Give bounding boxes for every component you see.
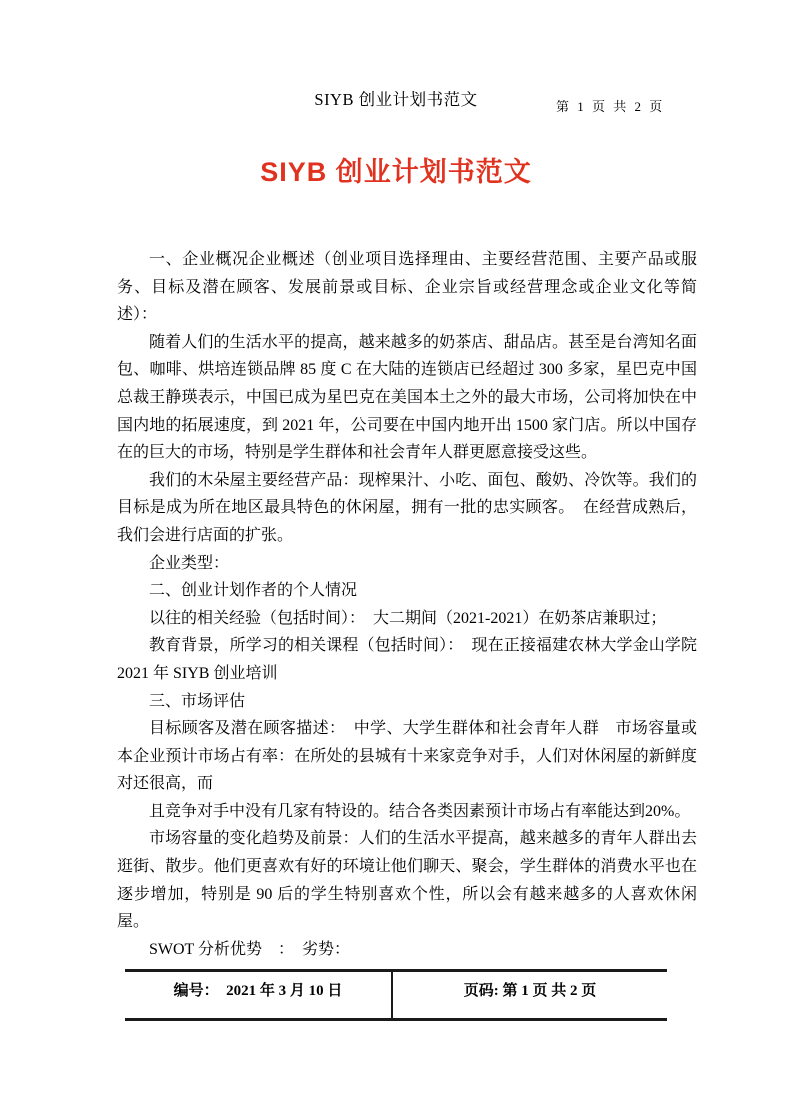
footer-table xyxy=(125,969,667,1021)
document-title: SIYB 创业计划书范文 xyxy=(260,157,532,187)
paragraph: 以往的相关经验（包括时间）： 大二期间（2021-2021）在奶茶店兼职过； xyxy=(149,609,667,627)
paragraph: 我们的木朵屋主要经营产品：现榨果汁、小吃、面包、酸奶、冷饮等。我们的目标是成为所在地区最具特色的休闲屋，拥有一批的忠实顾客。 在经营成熟后，我们会进行店面的扩张。 xyxy=(117,471,697,544)
paragraph: SWOT 分析优势 ： 劣势： xyxy=(149,940,351,958)
footer-page-cell: 页码: 第 1 页 共 2 页 xyxy=(463,983,597,999)
paragraph: 一、企业概况企业概述（创业项目选择理由、主要经营范围、主要产品或服务、目标及潜在顾客、发展前景或目标、企业宗旨或经营理念或企业文化等简述）： xyxy=(117,251,697,324)
paragraph: 二、创业计划作者的个人情况 xyxy=(149,582,358,600)
paragraph: 随着人们的生活水平的提高，越来越多的奶茶店、甜品店。甚至是台湾知名面包、咖啡、烘培连锁品牌 85 度 C 在大陆的连锁店已经超过 300 多家，星巴克中国总裁王静瑛表示，中国已成为星巴克在美国本土之外的最大市场，公司将加快在中国内地的拓展速度，到 2021 年，公司要在中国内地开出 1500 家门店。所以中国存在的巨大的市场，特别是学生群体和社会青年人群更愿意接受这些。 xyxy=(117,333,697,462)
paragraph: 企业类型： xyxy=(149,554,230,572)
paragraph: 教育背景，所学习的相关课程（包括时间）： 现在正接福建农林大学金山学院 2021 年 SIYB 创业培训 xyxy=(117,637,697,682)
paragraph: 三、市场评估 xyxy=(149,692,246,710)
header-doc-title: SIYB 创业计划书范文 xyxy=(314,90,478,109)
paragraph: 且竞争对手中没有几家有特设的。结合各类因素预计市场占有率能达到20%。 xyxy=(149,802,691,820)
footer-number-cell: 编号： 2021 年 3 月 10 日 xyxy=(125,972,393,1018)
header-page-indicator: 第 1 页 共 2 页 xyxy=(556,99,665,114)
paragraph: 目标顾客及潜在顾客描述： 中学、大学生群体和社会青年人群 市场容量或本企业预计市场占有率：在所处的县城有十来家竞争对手，人们对休闲屋的新鲜度对还很高，而 xyxy=(117,720,697,793)
paragraph: 市场容量的变化趋势及前景：人们的生活水平提高，越来越多的青年人群出去逛街、散步。他们更喜欢有好的环境让他们聊天、聚会，学生群体的消费水平也在逐步增加，特别是 90 后的学生特别喜欢个性，所以会有越来越多的人喜欢休闲屋。 xyxy=(117,830,697,931)
document-body xyxy=(117,246,697,963)
